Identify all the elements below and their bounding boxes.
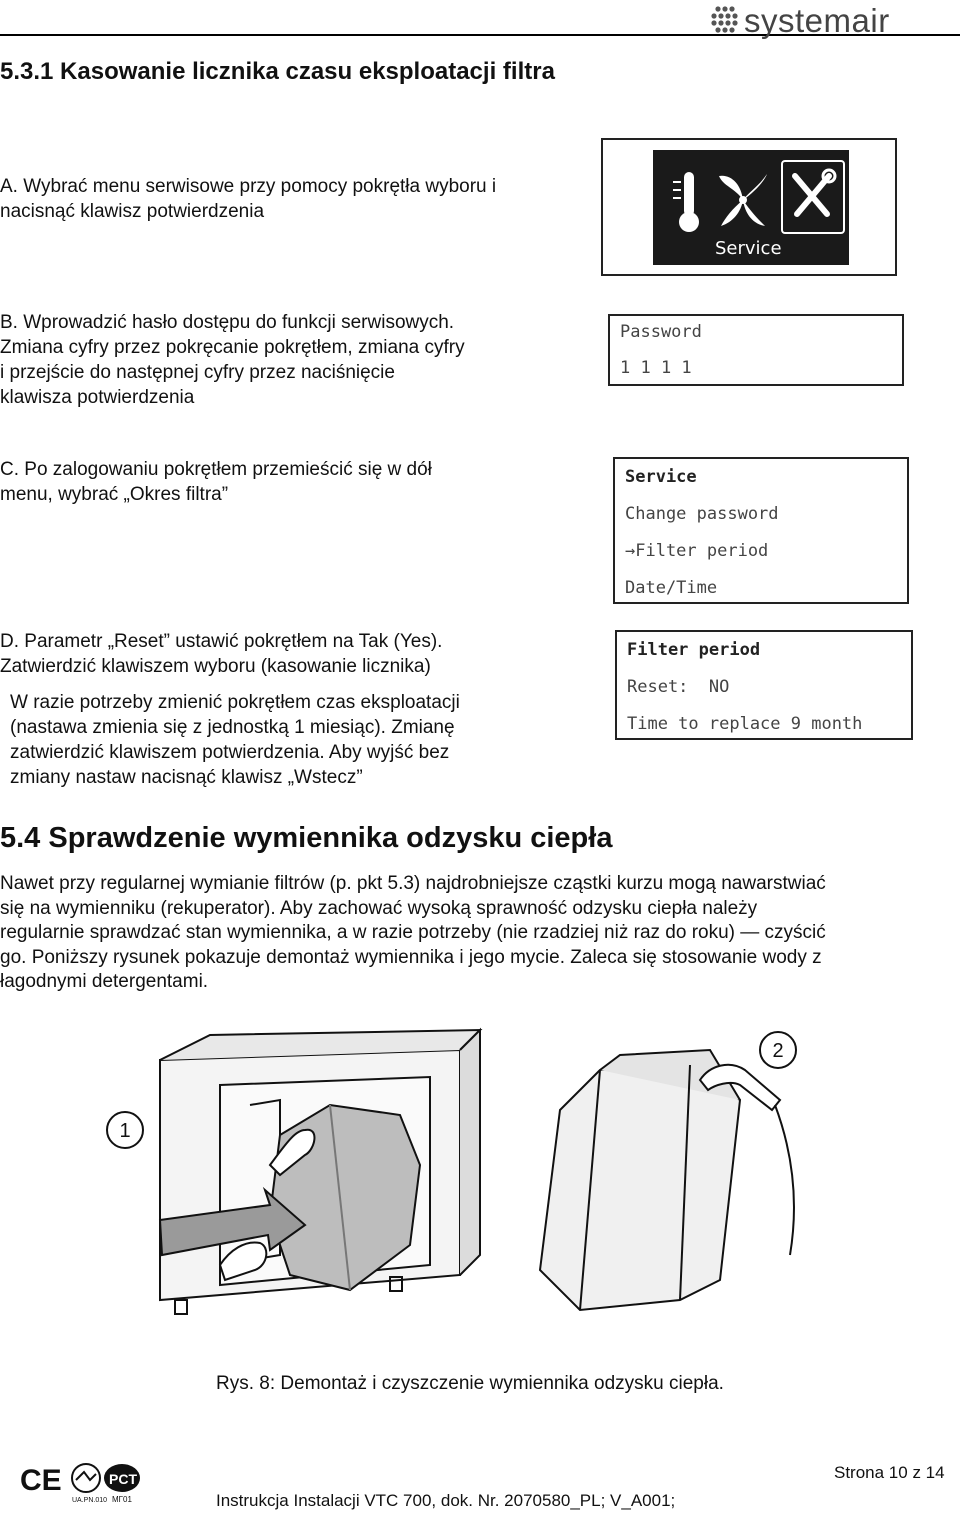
- step-d-note: [10, 690, 460, 790]
- fan-icon: [715, 170, 771, 230]
- service-menu-screen: [613, 457, 909, 604]
- filter-time-value: Time to replace 9 month: [627, 714, 863, 734]
- password-screen: [608, 314, 904, 386]
- step-a-line: A. Wybrać menu serwisowe przy pomocy pokrętła wyboru i: [0, 176, 497, 197]
- section-title: 5.3.1 Kasowanie licznika czasu eksploatacji filtra: [0, 58, 555, 85]
- step-b: [0, 310, 465, 410]
- step-c-line: menu, wybrać „Okres filtra”: [0, 484, 229, 505]
- paragraph-line: Nawet przy regularnej wymianie filtrów (p. pkt 5.3) najdrobniejsze cząstki kurzu mogą nawarstwiać: [0, 873, 826, 894]
- tools-frame: [781, 160, 845, 234]
- service-label: Service: [715, 238, 782, 259]
- step-b-line: i przejście do następnej cyfry przez naciśnięcie: [0, 362, 395, 383]
- brand-name: systemair: [744, 2, 890, 39]
- step-d-line: Zatwierdzić klawiszem wyboru (kasowanie licznika): [0, 656, 431, 677]
- step-d-note-line: zatwierdzić klawiszem potwierdzenia. Aby wyjść bez: [10, 742, 450, 763]
- figure-step-2: 2: [772, 1040, 784, 1062]
- certification-marks-icon: [18, 1460, 143, 1506]
- step-c: [0, 457, 432, 507]
- step-a: [0, 174, 496, 224]
- step-d: [0, 629, 442, 679]
- menu-item-filter-period: →Filter period: [625, 541, 769, 561]
- tools-icon: [787, 168, 837, 224]
- filter-period-screen: [615, 630, 913, 740]
- main-title: 5.4 Sprawdzenie wymiennika odzysku ciepła: [0, 822, 613, 854]
- step-b-line: Zmiana cyfry przez pokręcanie pokrętłem, zmiana cyfry: [0, 337, 465, 358]
- step-a-line: nacisnąć klawisz potwierdzenia: [0, 201, 265, 222]
- service-menu-title: Service: [625, 467, 697, 487]
- page-number: Strona 10 z 14: [834, 1463, 945, 1482]
- step-d-note-line: (nastawa zmienia się z jednostką 1 miesiąc). Zmianę: [10, 717, 455, 738]
- figure-step-1: 1: [119, 1120, 131, 1142]
- figure-caption: Rys. 8: Demontaż i czyszczenie wymiennika odzysku ciepła.: [216, 1373, 724, 1394]
- step-d-line: D. Parametr „Reset” ustawić pokrętłem na Tak (Yes).: [0, 631, 443, 652]
- step-d-note-line: W razie potrzeby zmienić pokrętłem czas eksploatacji: [10, 692, 460, 713]
- document-reference: Instrukcja Instalacji VTC 700, dok. Nr. 2070580_PL; V_A001;: [216, 1491, 676, 1510]
- menu-item-change-password: Change password: [625, 504, 779, 524]
- filter-reset-value: Reset: NO: [627, 677, 730, 697]
- main-paragraph: [0, 872, 950, 995]
- thermometer-icon: [667, 168, 711, 236]
- step-c-line: C. Po zalogowaniu pokrętłem przemieścić się w dół: [0, 459, 432, 480]
- paragraph-line: łagodnymi detergentami.: [0, 971, 209, 992]
- paragraph-line: regularnie sprawdzać stan wymiennika, a w razie potrzeby (nie rzadziej niż raz do roku) — czyścić: [0, 922, 826, 943]
- password-value: 1 1 1 1: [620, 358, 692, 378]
- menu-item-date-time: Date/Time: [625, 578, 718, 598]
- cert-pct: PCT: [109, 1471, 137, 1487]
- cert-ce: CE: [20, 1464, 62, 1497]
- cert-ua: UA.PN.010: [72, 1497, 108, 1504]
- lcd-display: [653, 150, 849, 265]
- service-icon-screen: [601, 138, 897, 276]
- step-b-line: B. Wprowadzić hasło dostępu do funkcji serwisowych.: [0, 312, 455, 333]
- step-d-note-line: zmiany nastaw nacisnąć klawisz „Wstecz”: [10, 767, 363, 788]
- cert-mg: MГ01: [112, 1495, 132, 1504]
- filter-period-title: Filter period: [627, 640, 761, 660]
- paragraph-line: się na wymienniku (rekuperator). Aby zachować wysoką sprawność odzysku ciepła należy: [0, 897, 758, 919]
- heat-exchanger-illustration: [100, 1025, 840, 1365]
- paragraph-line: go. Poniższy rysunek pokazuje demontaż wymiennika i jego mycie. Zaleca się stosowanie wody z: [0, 946, 822, 968]
- password-label: Password: [620, 322, 702, 342]
- step-b-line: klawisza potwierdzenia: [0, 387, 195, 408]
